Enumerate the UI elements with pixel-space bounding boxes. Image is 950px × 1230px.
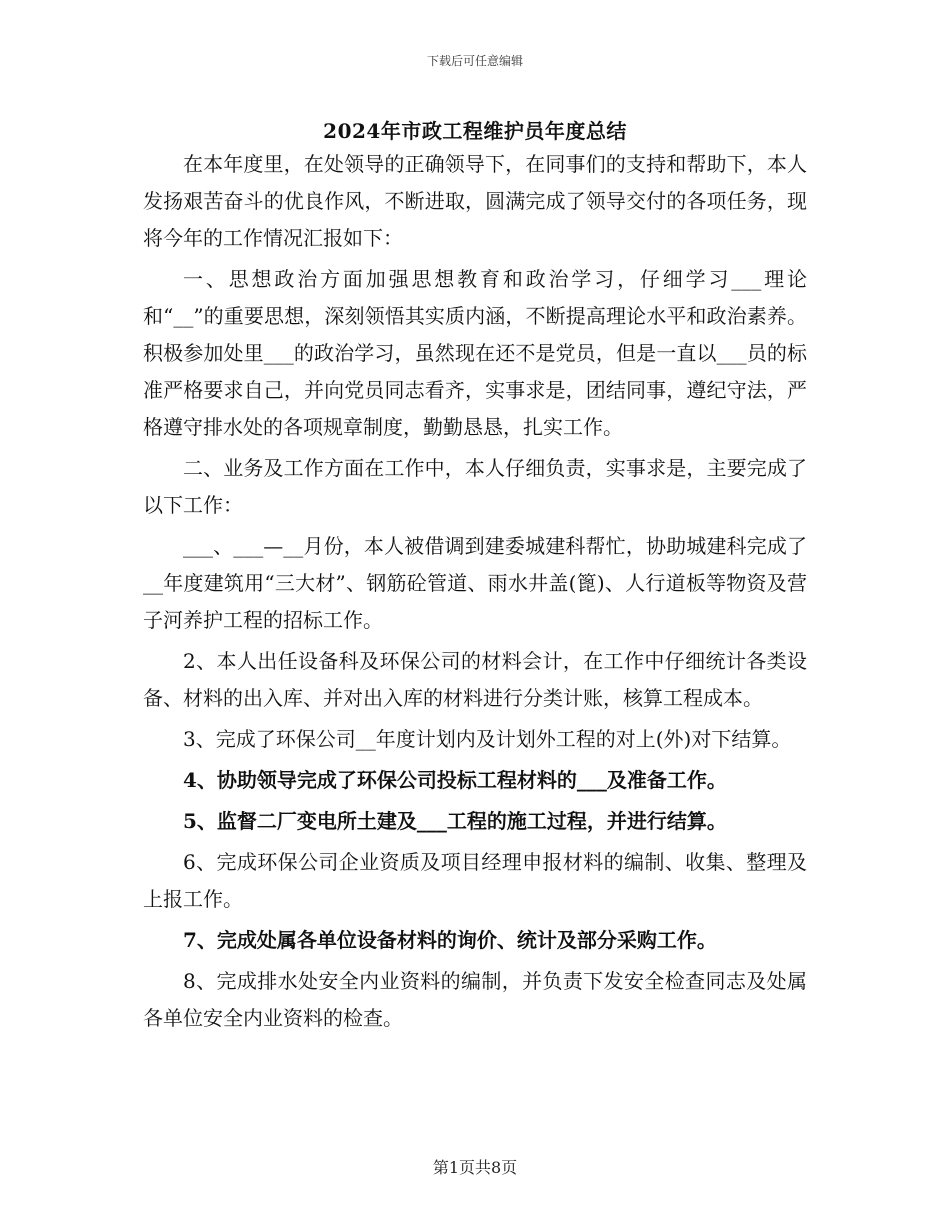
page-number: 第1页共8页 — [432, 1158, 518, 1177]
paragraph-item-5: 5、监督二厂变电所土建及___工程的施工过程，并进行结算。 — [183, 809, 727, 833]
paragraph-item-4: 4、协助领导完成了环保公司投标工程材料的___及准备工作。 — [183, 768, 727, 792]
paragraph-intro: 在本年度里，在处领导的正确领导下，在同事们的支持和帮助下，本人发扬艰苦奋斗的优良作风，不断进取，圆满完成了领导交付的各项任务，现将今年的工作情况汇报如下： — [143, 152, 807, 250]
paragraph-political: 一、思想政治方面加强思想教育和政治学习，仔细学习___理论和“__”的重要思想，深刻领悟其实质内涵，不断提高理论水平和政治素养。积极参加处里___的政治学习，虽然现在还不是党员，但是一直以___员的标准严格要求自己，并向党员同志看齐，实事求是，团结同事，遵纪守法，严格遵守排水处的各项规章制度，勤勤恳恳，扎实工作。 — [143, 267, 807, 439]
paragraph-item-2: 2、本人出任设备科及环保公司的材料会计，在工作中仔细统计各类设备、材料的出入库、并对出入库的材料进行分类计账，核算工程成本。 — [143, 649, 807, 710]
paragraph-item-8: 8、完成排水处安全内业资料的编制，并负责下发安全检查同志及处属各单位安全内业资料的检查。 — [143, 969, 807, 1030]
paragraph-item-6: 6、完成环保公司企业资质及项目经理申报材料的编制、收集、整理及上报工作。 — [143, 850, 807, 911]
paragraph-work-intro: 二、业务及工作方面在工作中，本人仔细负责，实事求是，主要完成了以下工作： — [143, 456, 807, 517]
paragraph-item-3: 3、完成了环保公司__年度计划内及计划外工程的对上(外)对下结算。 — [183, 727, 792, 751]
document-title: 2024年市政工程维护员年度总结 — [323, 119, 627, 143]
paragraph-item-1: ___、___—__月份，本人被借调到建委城建科帮忙，协助城建科完成了__年度建筑用“三大材”、钢筋砼管道、雨水井盖(篦)、人行道板等物资及营子河养护工程的招标工作。 — [143, 534, 807, 632]
header-note: 下载后可任意编辑 — [426, 54, 523, 68]
document-body — [143, 146, 807, 1041]
paragraph-item-7: 7、完成处属各单位设备材料的询价、统计及部分采购工作。 — [183, 928, 717, 952]
